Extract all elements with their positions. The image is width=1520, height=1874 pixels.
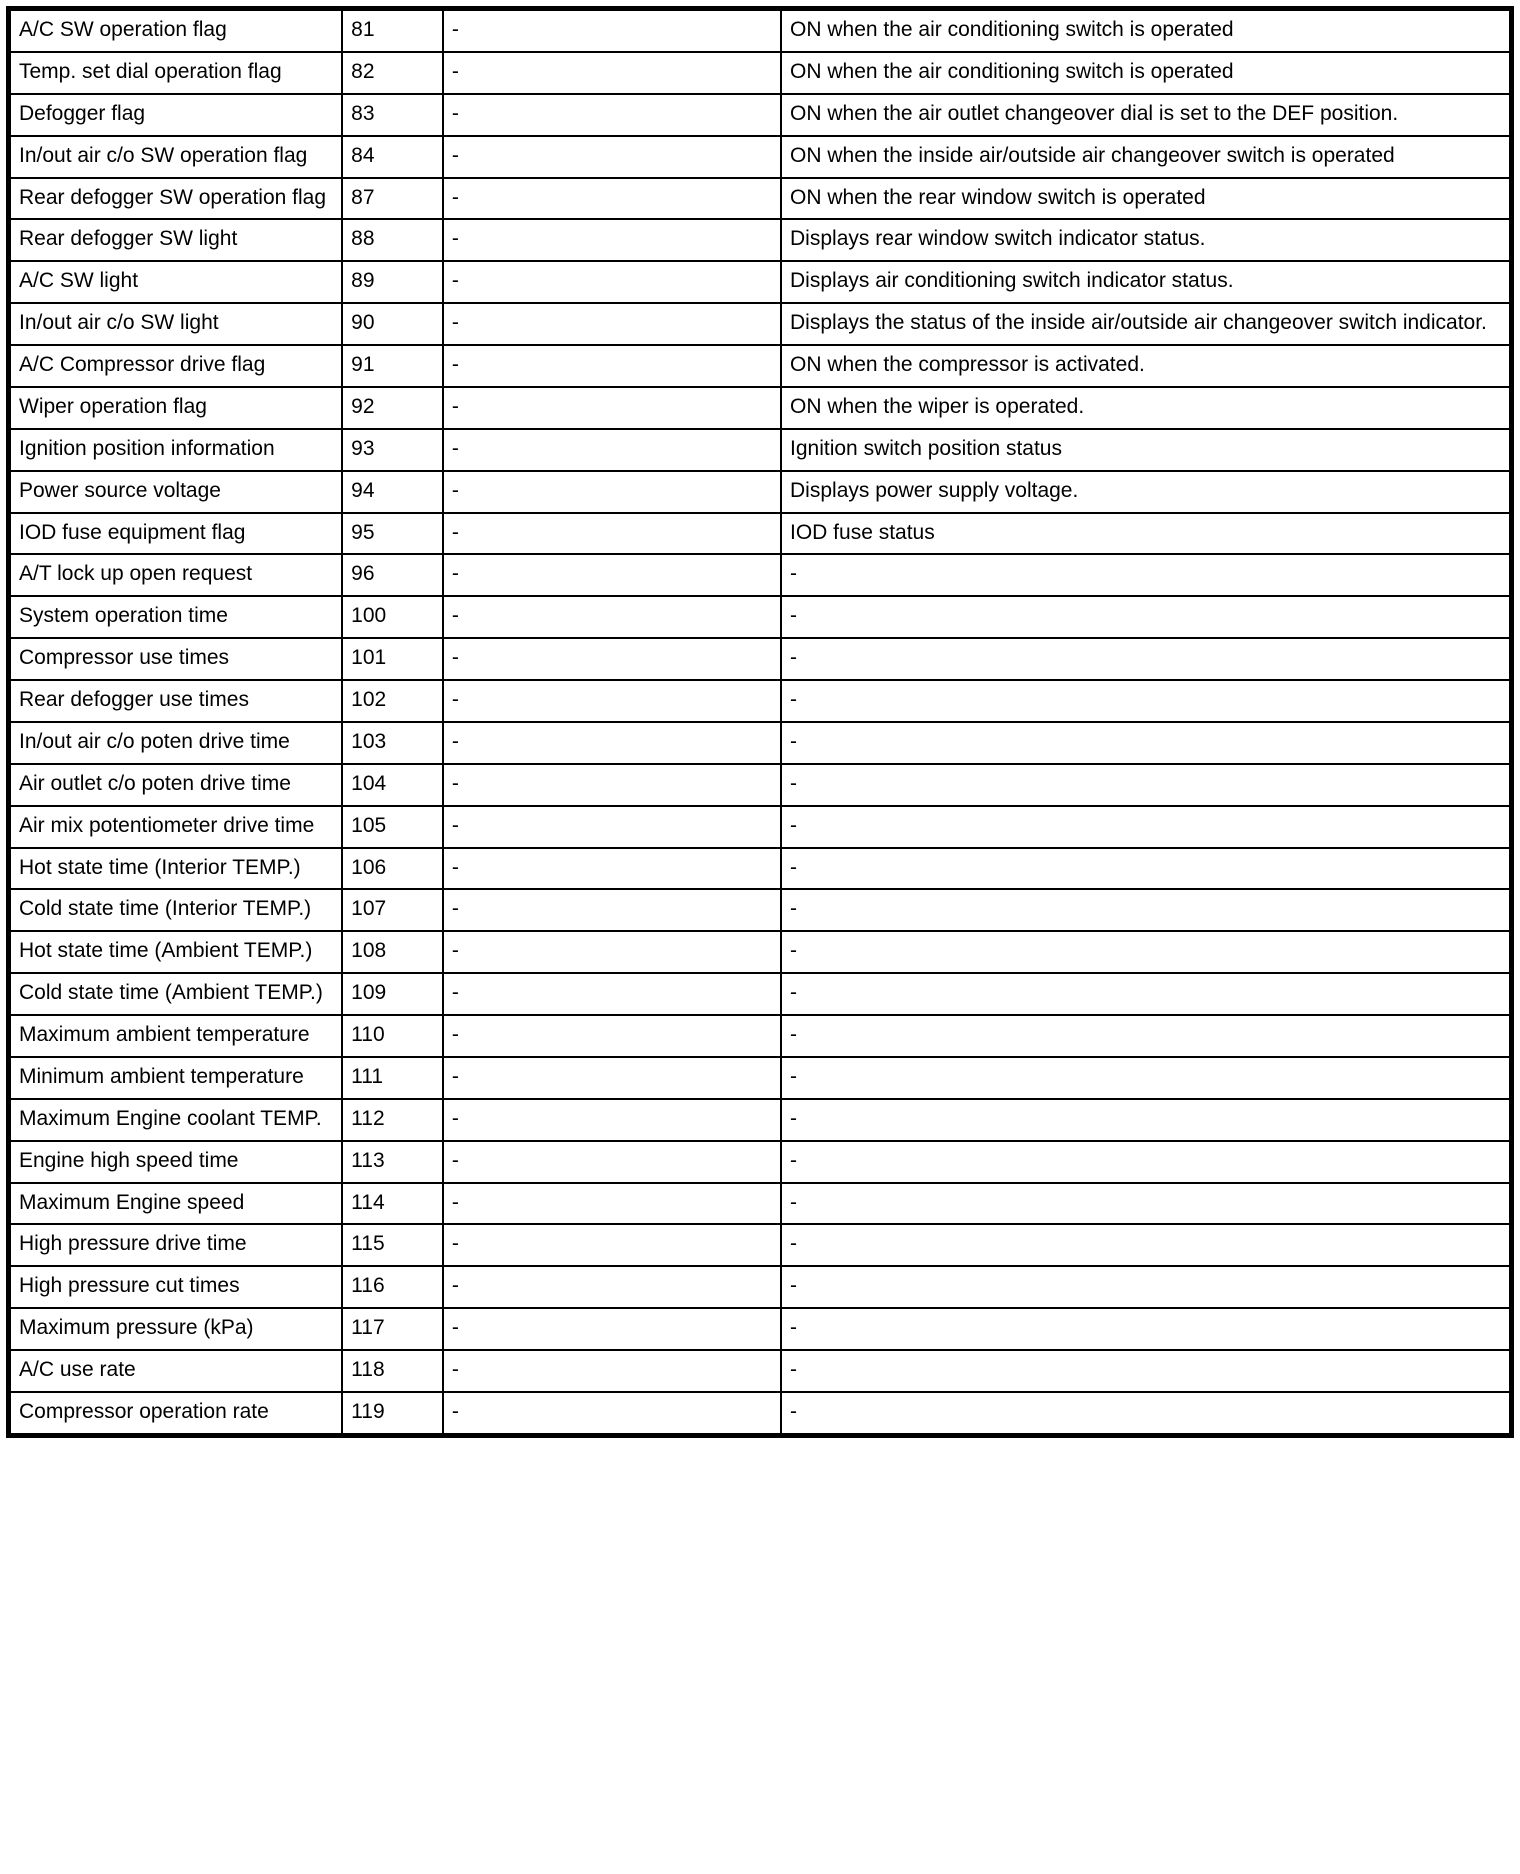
code-cell: 116 bbox=[342, 1266, 443, 1308]
item-name-cell: A/C Compressor drive flag bbox=[9, 345, 343, 387]
code-cell: 82 bbox=[342, 52, 443, 94]
code-cell: 81 bbox=[342, 9, 443, 52]
table-row bbox=[9, 429, 1512, 471]
table-row bbox=[9, 806, 1512, 848]
value-cell: - bbox=[443, 1392, 781, 1435]
description-cell: ON when the wiper is operated. bbox=[781, 387, 1511, 429]
description-cell: Displays air conditioning switch indicator status. bbox=[781, 261, 1511, 303]
description-cell: - bbox=[781, 764, 1511, 806]
code-cell: 89 bbox=[342, 261, 443, 303]
description-cell: ON when the rear window switch is operated bbox=[781, 178, 1511, 220]
description-cell: - bbox=[781, 1392, 1511, 1435]
value-cell: - bbox=[443, 136, 781, 178]
value-cell: - bbox=[443, 471, 781, 513]
table-row bbox=[9, 94, 1512, 136]
code-cell: 115 bbox=[342, 1224, 443, 1266]
item-name-cell: System operation time bbox=[9, 596, 343, 638]
description-cell: Ignition switch position status bbox=[781, 429, 1511, 471]
value-cell: - bbox=[443, 596, 781, 638]
code-cell: 110 bbox=[342, 1015, 443, 1057]
value-cell: - bbox=[443, 1099, 781, 1141]
item-name-cell: IOD fuse equipment flag bbox=[9, 513, 343, 555]
item-name-cell: Rear defogger SW operation flag bbox=[9, 178, 343, 220]
table-row bbox=[9, 889, 1512, 931]
table-row bbox=[9, 680, 1512, 722]
table-row bbox=[9, 52, 1512, 94]
code-cell: 112 bbox=[342, 1099, 443, 1141]
table-row bbox=[9, 303, 1512, 345]
table-row bbox=[9, 1266, 1512, 1308]
description-cell: - bbox=[781, 1350, 1511, 1392]
item-name-cell: Minimum ambient temperature bbox=[9, 1057, 343, 1099]
item-name-cell: Engine high speed time bbox=[9, 1141, 343, 1183]
table-row bbox=[9, 1224, 1512, 1266]
description-cell: - bbox=[781, 1224, 1511, 1266]
code-cell: 96 bbox=[342, 554, 443, 596]
code-cell: 113 bbox=[342, 1141, 443, 1183]
table-row bbox=[9, 764, 1512, 806]
item-name-cell: In/out air c/o SW light bbox=[9, 303, 343, 345]
item-name-cell: Air outlet c/o poten drive time bbox=[9, 764, 343, 806]
item-name-cell: Air mix potentiometer drive time bbox=[9, 806, 343, 848]
code-cell: 102 bbox=[342, 680, 443, 722]
table-row bbox=[9, 219, 1512, 261]
description-cell: - bbox=[781, 1057, 1511, 1099]
code-cell: 93 bbox=[342, 429, 443, 471]
item-name-cell: In/out air c/o SW operation flag bbox=[9, 136, 343, 178]
description-cell: ON when the air conditioning switch is operated bbox=[781, 52, 1511, 94]
value-cell: - bbox=[443, 722, 781, 764]
description-cell: ON when the air outlet changeover dial is set to the DEF position. bbox=[781, 94, 1511, 136]
item-name-cell: Power source voltage bbox=[9, 471, 343, 513]
code-cell: 114 bbox=[342, 1183, 443, 1225]
code-cell: 87 bbox=[342, 178, 443, 220]
value-cell: - bbox=[443, 1350, 781, 1392]
item-name-cell: Maximum Engine coolant TEMP. bbox=[9, 1099, 343, 1141]
description-cell: - bbox=[781, 638, 1511, 680]
item-name-cell: Compressor use times bbox=[9, 638, 343, 680]
table-row bbox=[9, 722, 1512, 764]
value-cell: - bbox=[443, 764, 781, 806]
table-row bbox=[9, 9, 1512, 52]
value-cell: - bbox=[443, 806, 781, 848]
table-row bbox=[9, 1141, 1512, 1183]
code-cell: 91 bbox=[342, 345, 443, 387]
item-name-cell: High pressure drive time bbox=[9, 1224, 343, 1266]
table-row bbox=[9, 178, 1512, 220]
description-cell: - bbox=[781, 889, 1511, 931]
code-cell: 111 bbox=[342, 1057, 443, 1099]
code-cell: 94 bbox=[342, 471, 443, 513]
description-cell: - bbox=[781, 554, 1511, 596]
code-cell: 106 bbox=[342, 848, 443, 890]
value-cell: - bbox=[443, 94, 781, 136]
value-cell: - bbox=[443, 1057, 781, 1099]
code-cell: 108 bbox=[342, 931, 443, 973]
description-cell: - bbox=[781, 722, 1511, 764]
value-cell: - bbox=[443, 219, 781, 261]
description-cell: - bbox=[781, 806, 1511, 848]
table-row bbox=[9, 638, 1512, 680]
item-name-cell: Defogger flag bbox=[9, 94, 343, 136]
code-cell: 105 bbox=[342, 806, 443, 848]
code-cell: 83 bbox=[342, 94, 443, 136]
table-row bbox=[9, 1392, 1512, 1435]
item-name-cell: Maximum pressure (kPa) bbox=[9, 1308, 343, 1350]
table-row bbox=[9, 1183, 1512, 1225]
description-cell: Displays power supply voltage. bbox=[781, 471, 1511, 513]
code-cell: 107 bbox=[342, 889, 443, 931]
item-name-cell: Temp. set dial operation flag bbox=[9, 52, 343, 94]
value-cell: - bbox=[443, 178, 781, 220]
item-name-cell: Hot state time (Interior TEMP.) bbox=[9, 848, 343, 890]
value-cell: - bbox=[443, 848, 781, 890]
table-row bbox=[9, 931, 1512, 973]
value-cell: - bbox=[443, 638, 781, 680]
table-row bbox=[9, 848, 1512, 890]
item-name-cell: Cold state time (Interior TEMP.) bbox=[9, 889, 343, 931]
description-cell: ON when the compressor is activated. bbox=[781, 345, 1511, 387]
description-cell: Displays rear window switch indicator status. bbox=[781, 219, 1511, 261]
description-cell: - bbox=[781, 973, 1511, 1015]
value-cell: - bbox=[443, 973, 781, 1015]
item-name-cell: Maximum ambient temperature bbox=[9, 1015, 343, 1057]
code-cell: 84 bbox=[342, 136, 443, 178]
value-cell: - bbox=[443, 1141, 781, 1183]
value-cell: - bbox=[443, 261, 781, 303]
description-cell: - bbox=[781, 680, 1511, 722]
item-name-cell: Ignition position information bbox=[9, 429, 343, 471]
value-cell: - bbox=[443, 345, 781, 387]
table-row bbox=[9, 261, 1512, 303]
item-name-cell: Compressor operation rate bbox=[9, 1392, 343, 1435]
code-cell: 100 bbox=[342, 596, 443, 638]
item-name-cell: Hot state time (Ambient TEMP.) bbox=[9, 931, 343, 973]
code-cell: 101 bbox=[342, 638, 443, 680]
description-cell: Displays the status of the inside air/outside air changeover switch indicator. bbox=[781, 303, 1511, 345]
value-cell: - bbox=[443, 303, 781, 345]
diagnostic-data-table bbox=[6, 6, 1514, 1438]
item-name-cell: A/T lock up open request bbox=[9, 554, 343, 596]
table-row bbox=[9, 1350, 1512, 1392]
table-row bbox=[9, 1057, 1512, 1099]
value-cell: - bbox=[443, 387, 781, 429]
value-cell: - bbox=[443, 52, 781, 94]
description-cell: ON when the air conditioning switch is operated bbox=[781, 9, 1511, 52]
item-name-cell: In/out air c/o poten drive time bbox=[9, 722, 343, 764]
code-cell: 103 bbox=[342, 722, 443, 764]
value-cell: - bbox=[443, 1308, 781, 1350]
table-row bbox=[9, 1015, 1512, 1057]
item-name-cell: Maximum Engine speed bbox=[9, 1183, 343, 1225]
description-cell: IOD fuse status bbox=[781, 513, 1511, 555]
table-row bbox=[9, 1308, 1512, 1350]
table-body bbox=[9, 9, 1512, 1436]
item-name-cell: High pressure cut times bbox=[9, 1266, 343, 1308]
code-cell: 88 bbox=[342, 219, 443, 261]
description-cell: ON when the inside air/outside air changeover switch is operated bbox=[781, 136, 1511, 178]
table-row bbox=[9, 136, 1512, 178]
value-cell: - bbox=[443, 1183, 781, 1225]
value-cell: - bbox=[443, 1015, 781, 1057]
value-cell: - bbox=[443, 1266, 781, 1308]
code-cell: 118 bbox=[342, 1350, 443, 1392]
description-cell: - bbox=[781, 596, 1511, 638]
code-cell: 117 bbox=[342, 1308, 443, 1350]
value-cell: - bbox=[443, 680, 781, 722]
description-cell: - bbox=[781, 1266, 1511, 1308]
table-row bbox=[9, 387, 1512, 429]
item-name-cell: A/C SW light bbox=[9, 261, 343, 303]
code-cell: 104 bbox=[342, 764, 443, 806]
code-cell: 119 bbox=[342, 1392, 443, 1435]
code-cell: 92 bbox=[342, 387, 443, 429]
table-row bbox=[9, 554, 1512, 596]
value-cell: - bbox=[443, 554, 781, 596]
value-cell: - bbox=[443, 889, 781, 931]
table-row bbox=[9, 513, 1512, 555]
description-cell: - bbox=[781, 1099, 1511, 1141]
value-cell: - bbox=[443, 931, 781, 973]
description-cell: - bbox=[781, 848, 1511, 890]
table-row bbox=[9, 973, 1512, 1015]
code-cell: 95 bbox=[342, 513, 443, 555]
description-cell: - bbox=[781, 1308, 1511, 1350]
item-name-cell: A/C SW operation flag bbox=[9, 9, 343, 52]
code-cell: 109 bbox=[342, 973, 443, 1015]
table-row bbox=[9, 345, 1512, 387]
table-row bbox=[9, 471, 1512, 513]
item-name-cell: A/C use rate bbox=[9, 1350, 343, 1392]
value-cell: - bbox=[443, 429, 781, 471]
description-cell: - bbox=[781, 1141, 1511, 1183]
item-name-cell: Wiper operation flag bbox=[9, 387, 343, 429]
item-name-cell: Cold state time (Ambient TEMP.) bbox=[9, 973, 343, 1015]
description-cell: - bbox=[781, 1015, 1511, 1057]
value-cell: - bbox=[443, 9, 781, 52]
code-cell: 90 bbox=[342, 303, 443, 345]
description-cell: - bbox=[781, 1183, 1511, 1225]
table-row bbox=[9, 596, 1512, 638]
item-name-cell: Rear defogger use times bbox=[9, 680, 343, 722]
value-cell: - bbox=[443, 1224, 781, 1266]
table-row bbox=[9, 1099, 1512, 1141]
value-cell: - bbox=[443, 513, 781, 555]
description-cell: - bbox=[781, 931, 1511, 973]
item-name-cell: Rear defogger SW light bbox=[9, 219, 343, 261]
